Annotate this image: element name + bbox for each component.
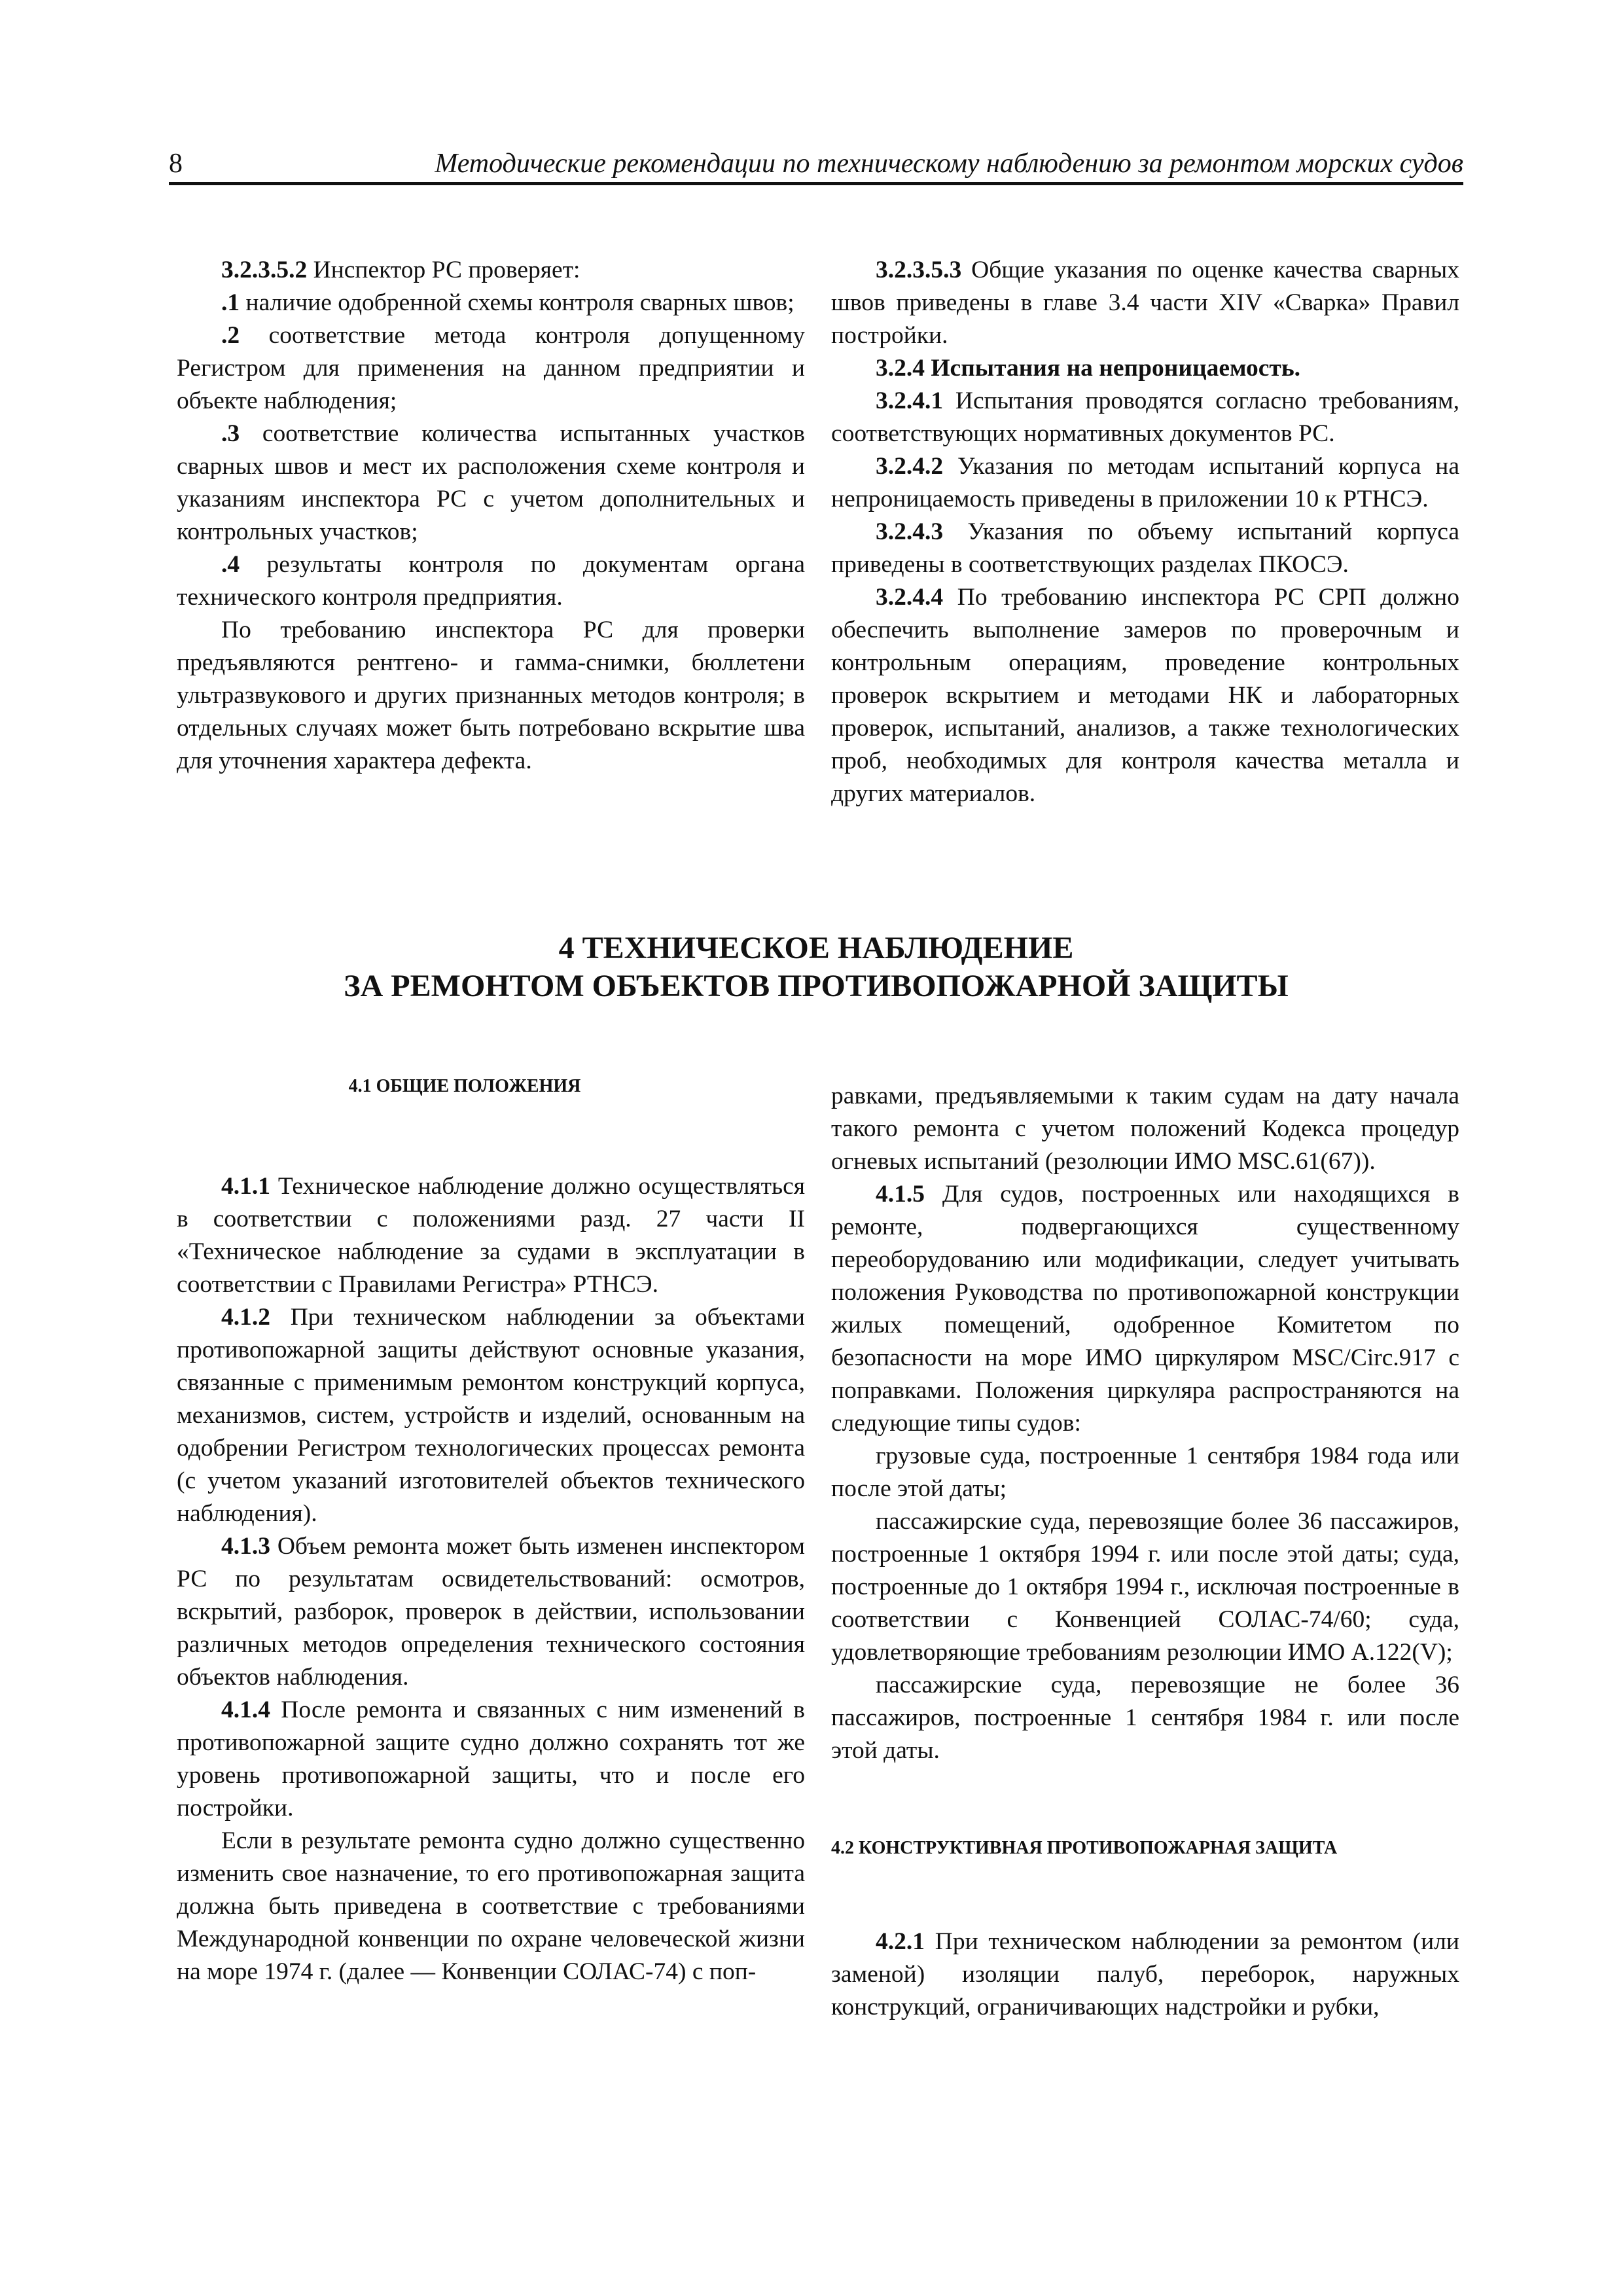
paragraph: 3.2.3.5.3 Общие указания по оценке качества сварных швов приведены в главе 3.4 части XIV «Сварка» Правил постройки.	[831, 257, 1459, 349]
section-title-4-1: 4.1 ОБЩИЕ ПОЛОЖЕНИЯ	[348, 1076, 581, 1096]
chapter-title-line-1: 4 ТЕХНИЧЕСКОЕ НАБЛЮДЕНИЕ	[558, 931, 1074, 965]
paragraph: пассажирские суда, перевозящие более 36 пассажиров, построенные 1 октября 1994 г. или после этой даты; суда, построенные до 1 октября 1994 г., исключая построенные в соответствии с Конвенцией СОЛАС-74/60; суда, удовлетворяющие требованиям резолюции ИМО А.122(V);	[831, 1508, 1459, 1666]
paragraph: 3.2.4.1 Испытания проводятся согласно требованиям, соответствующих нормативных документов РС.	[831, 387, 1459, 447]
running-header	[169, 145, 1463, 185]
top-left-column	[177, 254, 805, 778]
running-title: Методические рекомендации по техническому наблюдению за ремонтом морских судов	[435, 149, 1463, 179]
paragraph: грузовые суда, построенные 1 сентября 1984 года или после этой даты;	[831, 1443, 1459, 1502]
paragraph: 4.2.1 При техническом наблюдении за ремонтом (или заменой) изоляции палуб, переборок, наружных конструкций, ограничивающих надстройки и рубки,	[831, 1928, 1459, 2020]
paragraph: .2 соответствие метода контроля допущенному Регистром для применения на данном предприятии и объекте наблюдения;	[177, 322, 805, 414]
paragraph: пассажирские суда, перевозящие не более 36 пассажиров, построенные 1 сентября 1984 г. или после этой даты.	[831, 1672, 1459, 1764]
paragraph: 3.2.4.2 Указания по методам испытаний корпуса на непроницаемость приведены в приложении 10 к РТНСЭ.	[831, 453, 1459, 512]
paragraph: 3.2.3.5.2 Инспектор РС проверяет:	[221, 257, 580, 283]
paragraph: 4.1.3 Объем ремонта может быть изменен инспектором РС по результатам освидетельствований: осмотров, вскрытий, разборок, проверок в действии, использовании различных методов определения технического состояния объектов наблюдения.	[177, 1533, 805, 1691]
paragraph: Если в результате ремонта судно должно существенно изменить свое назначение, то его противопожарная защита должна быть приведена в соответствие с требованиями Международной конвенции по охране человеческой жизни на море 1974 г. (далее — Конвенции СОЛАС-74) с поп-	[177, 1827, 805, 1985]
paragraph: 4.1.2 При техническом наблюдении за объектами противопожарной защиты действуют основные указания, связанные с применимым ремонтом конструкций корпуса, механизмов, систем, устройств и изделий, основанным на одобрении Регистром технологических процессах ремонта (с учетом указаний изготовителей объектов технического наблюдения).	[177, 1304, 805, 1527]
paragraph: 4.1.4 После ремонта и связанных с ним изменений в противопожарной защите судно должно сохранять тот же уровень противопожарной защиты, что и после его постройки.	[177, 1696, 805, 1821]
chapter-title	[169, 929, 1463, 1005]
section-title-4-2: 4.2 КОНСТРУКТИВНАЯ ПРОТИВОПОЖАРНАЯ ЗАЩИТА	[831, 1838, 1338, 1858]
bottom-left-column	[177, 1073, 805, 1988]
paragraph: 3.2.4.3 Указания по объему испытаний корпуса приведены в соответствующих разделах ПКОСЭ.	[831, 518, 1459, 578]
chapter-title-line-2: ЗА РЕМОНТОМ ОБЪЕКТОВ ПРОТИВОПОЖАРНОЙ ЗАЩИТЫ	[344, 969, 1289, 1003]
paragraph: .3 соответствие количества испытанных участков сварных швов и мест их расположения схеме контроля и указаниям инспектора РС с учетом дополнительных и контрольных участков;	[177, 420, 805, 545]
paragraph: 4.1.5 Для судов, построенных или находящихся в ремонте, подвергающихся существенному переоборудованию или модификации, следует учитывать положения Руководства по противопожарной конструкции жилых помещений, одобренное Комитетом по безопасности на море ИМО циркуляром MSC/Circ.917 с поправками. Положения циркуляра распространяются на следующие типы судов:	[831, 1181, 1459, 1437]
paragraph: 3.2.4.4 По требованию инспектора РС СРП должно обеспечить выполнение замеров по проверочным и контрольным операциям, проведение контрольных проверок вскрытием и методами НК и лабораторных проверок, испытаний, анализов, а также технологических проб, необходимых для контроля качества металла и других материалов.	[831, 584, 1459, 807]
bottom-right-column	[831, 1080, 1459, 2024]
paragraph: По требованию инспектора РС для проверки предъявляются рентгено- и гамма-снимки, бюллетени ультразвукового и других признанных методов контроля; в отдельных случаях может быть потребовано вскрытие шва для уточнения характера дефекта.	[177, 617, 805, 774]
top-right-column	[831, 254, 1459, 810]
paragraph: .4 результаты контроля по документам органа технического контроля предприятия.	[177, 551, 805, 611]
paragraph: 4.1.1 Техническое наблюдение должно осуществляться в соответствии с положениями разд. 27 части II «Техническое наблюдение за судами в эксплуатации в соответствии с Правилами Регистра» РТНСЭ.	[177, 1173, 805, 1298]
paragraph-continuation: равками, предъявляемыми к таким судам на дату начала такого ремонта с учетом положений Кодекса процедур огневых испытаний (резолюции ИМО MSC.61(67)).	[831, 1083, 1459, 1175]
page-number: 8	[169, 149, 183, 179]
paragraph: 3.2.4 Испытания на непроницаемость.	[876, 355, 1301, 382]
paragraph: .1 наличие одобренной схемы контроля сварных швов;	[221, 289, 794, 316]
